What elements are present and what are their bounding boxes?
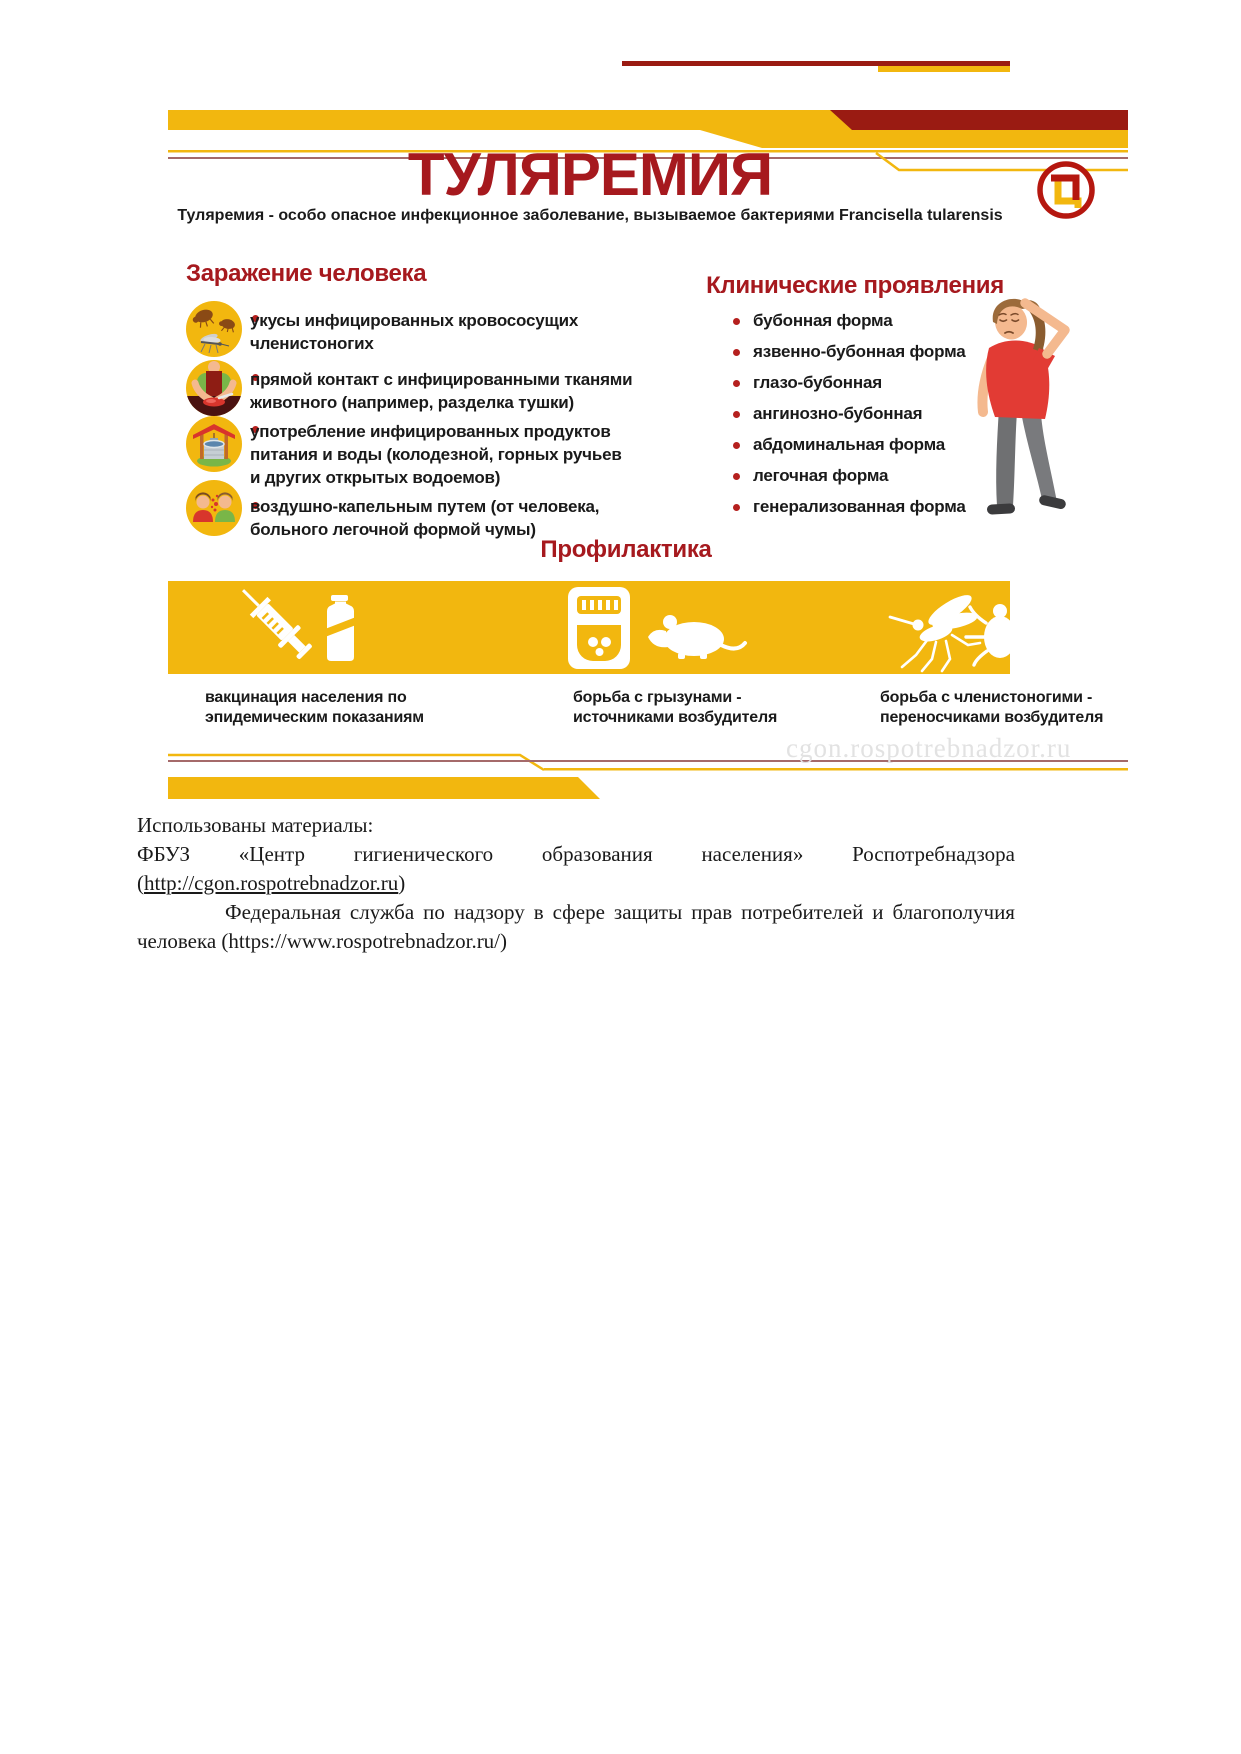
clinical-item: бубонная форма [727, 312, 987, 330]
prevention-banner [168, 581, 1010, 674]
arthropods-icon [186, 301, 242, 357]
clinical-item: легочная форма [727, 467, 987, 485]
clinical-item: ангинозно-бубонная [727, 405, 987, 423]
clinical-item: генерализованная форма [727, 498, 987, 516]
prevention-caption: борьба с грызунами - источниками возбудителя [573, 689, 778, 726]
well-icon [186, 416, 242, 472]
sick-person-illustration [953, 290, 1085, 536]
footer-rospotrebnadzor-line: человека (https://www.rospotrebnadzor.ru/) [137, 929, 508, 953]
top-edge-strip [622, 61, 1010, 72]
poster-subtitle: Туляремия - особо опасное инфекционное заболевание, вызываемое бактериями Francisella tularensis [177, 207, 1003, 224]
prevention-caption: борьба с членистоногими - переносчиками возбудителя [880, 689, 1104, 726]
infection-heading: Заражение человека [186, 260, 427, 287]
footer-source-line: Федеральная служба по надзору в сфере защиты прав потребителей и благополучия [225, 900, 1015, 924]
infection-item-text: укусы инфицированных кровососущих членистоногих [250, 311, 579, 353]
tick-glyph [966, 604, 1010, 665]
mosquito-tick-icon [888, 585, 1010, 673]
cgon-link[interactable]: http://cgon.rospotrebnadzor.ru [144, 871, 399, 895]
infection-item-text: прямой контакт с инфицированными тканями животного (например, разделка тушки) [250, 370, 633, 412]
footer-sources-label: Использованы материалы: [137, 813, 374, 837]
prevention-caption: вакцинация населения по эпидемическим показаниям [205, 689, 424, 726]
clinical-heading: Клинические проявления [706, 272, 1004, 299]
rat-glyph [648, 615, 745, 659]
clinical-list [727, 312, 987, 529]
mosquito-glyph [890, 590, 980, 671]
clinical-item: абдоминальная форма [727, 436, 987, 454]
mousetrap-rat-icon [566, 587, 751, 671]
poster-title: ТУЛЯРЕМИЯ [407, 141, 773, 208]
prevention-heading: Профилактика [540, 536, 712, 563]
footer-cgon-link-line: (http://cgon.rospotrebnadzor.ru) [137, 871, 406, 895]
syringe-vaccine-icon [223, 585, 373, 671]
infection-item-text: употребление инфицированных продуктов питания и воды (колодезной, горных ручьев и других открытых водоемов) [250, 422, 622, 487]
cgon-logo-icon [1032, 156, 1100, 224]
infection-item-text: воздушно-капельным путем (от человека, больного легочной формой чумы) [250, 497, 600, 539]
clinical-item: язвенно-бубонная форма [727, 343, 987, 361]
footer-source-line: ФБУЗ «Центр гигиенического образования населения» Роспотребнадзора [137, 842, 1015, 866]
butcher-icon [186, 360, 242, 416]
clinical-item: глазо-бубонная [727, 374, 987, 392]
airborne-icon [186, 480, 242, 536]
watermark: cgon.rospotrebnadzor.ru [786, 733, 1072, 763]
